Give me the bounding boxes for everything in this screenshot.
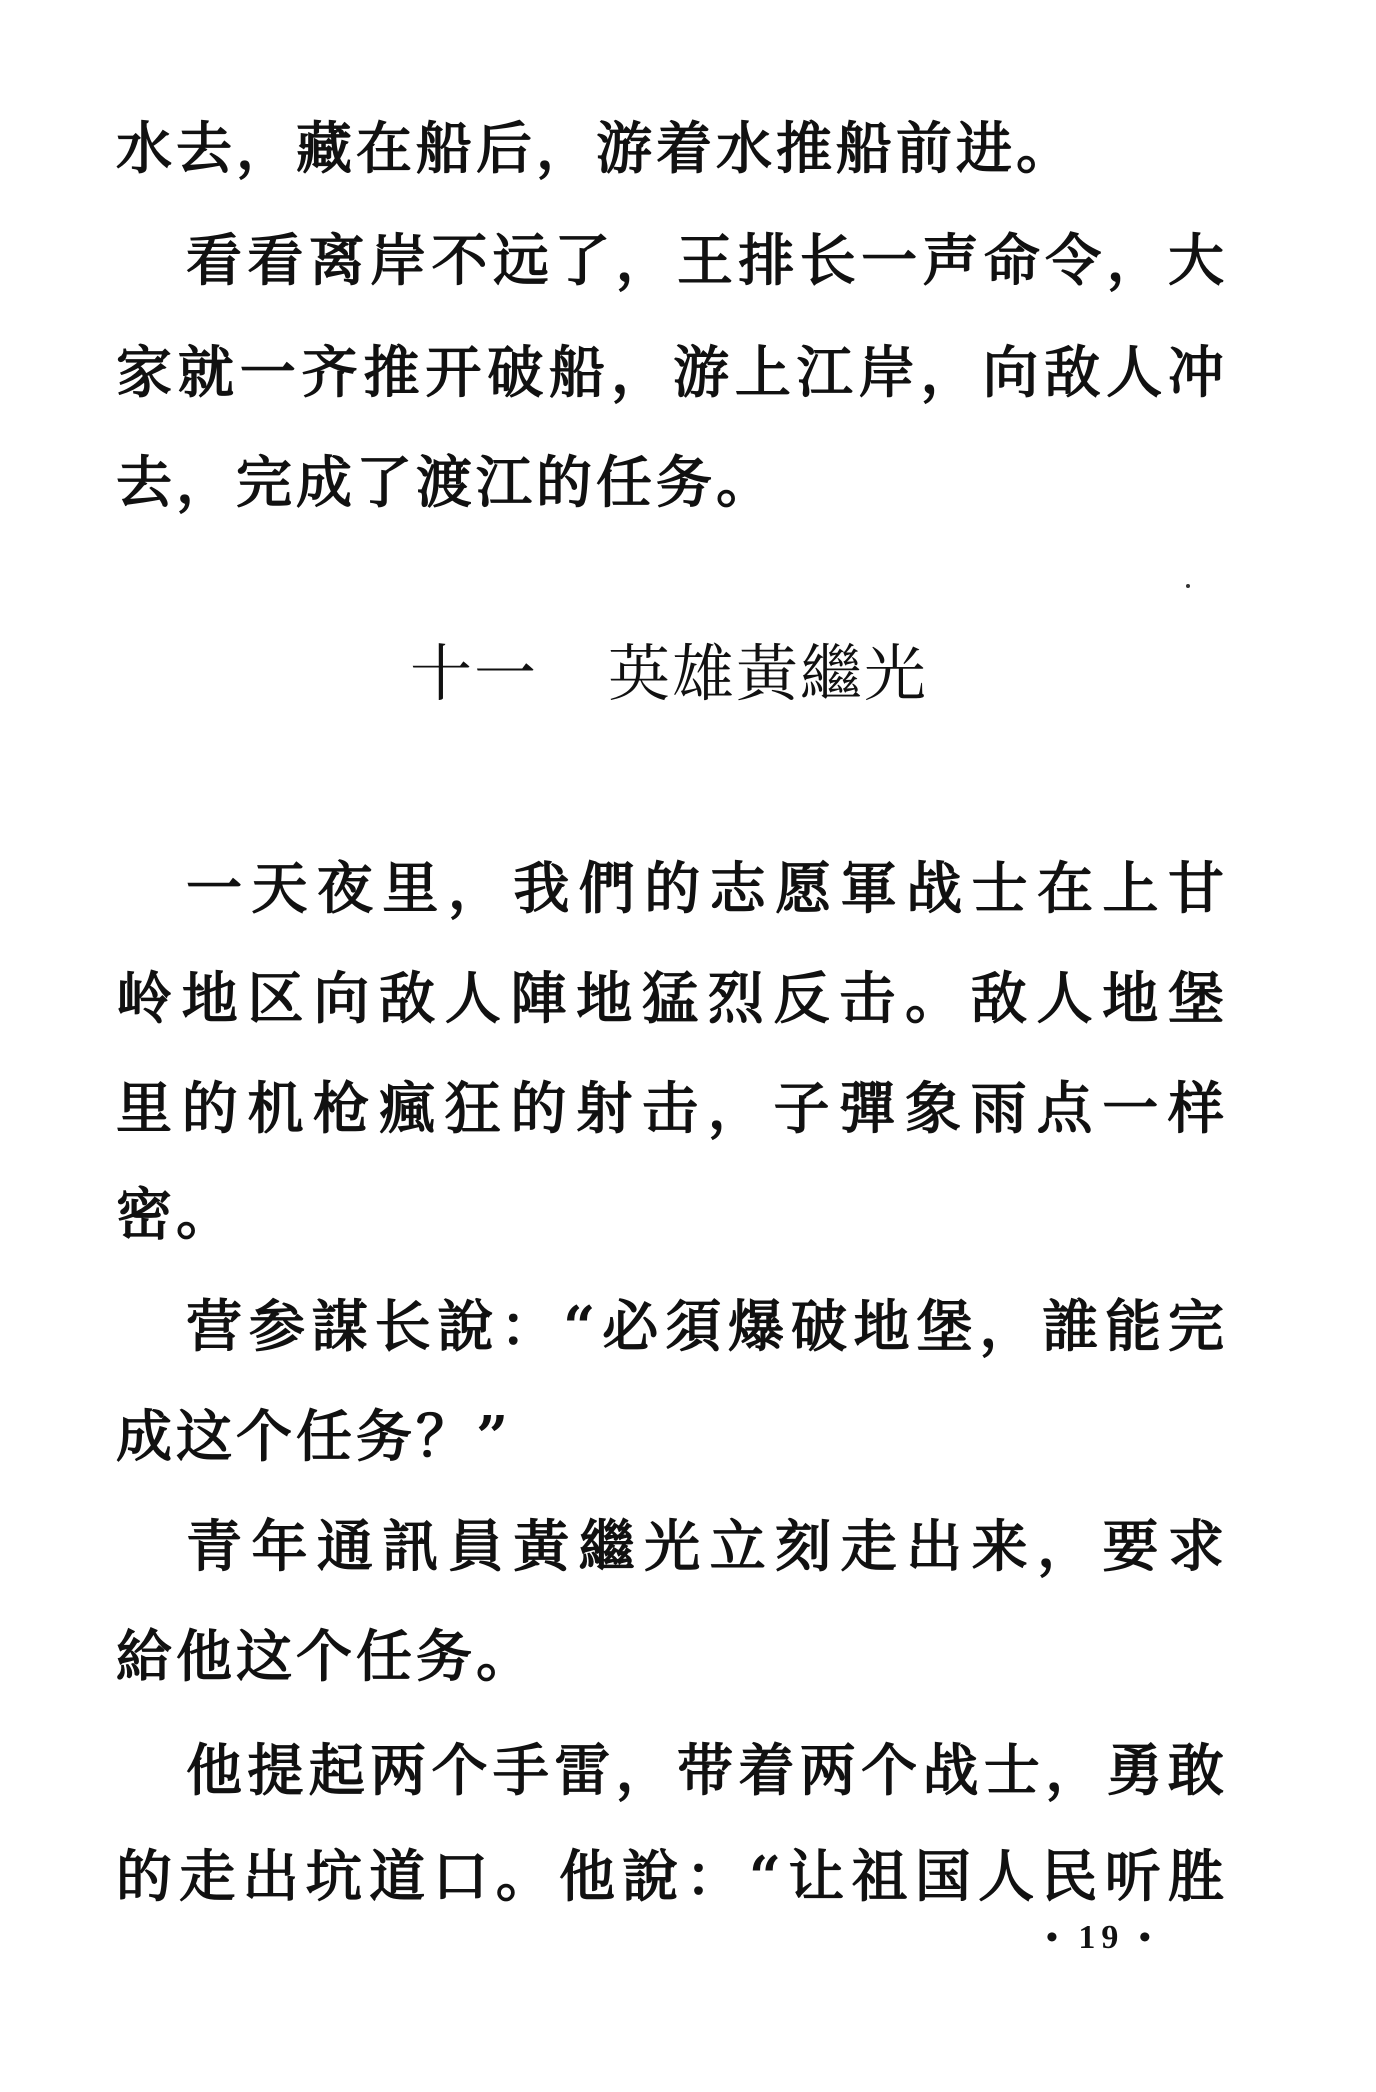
text-line-6: 岭地区向敌人陣地猛烈反击。敌人地堡 xyxy=(116,966,1224,1032)
text-line-2: 看看离岸不远了，王排长一声命令，大 xyxy=(186,228,1224,294)
text-line-5: 一天夜里，我們的志愿軍战士在上甘 xyxy=(186,856,1224,922)
text-line-1: 水去，藏在船后，游着水推船前进。 xyxy=(116,116,1076,182)
text-line-4: 去，完成了渡江的任务。 xyxy=(116,450,776,516)
chapter-title: 英雄黃繼光 xyxy=(608,637,929,710)
text-line-8: 密。 xyxy=(116,1182,236,1248)
text-line-3: 家就一齐推开破船，游上江岸，向敌人冲 xyxy=(116,340,1224,406)
text-line-7: 里的机枪瘋狂的射击，子彈象雨点一样 xyxy=(116,1076,1224,1142)
chapter-number: 十一 xyxy=(410,637,539,710)
text-line-11: 青年通訊員黃繼光立刻走出来，要求 xyxy=(186,1514,1224,1580)
chapter-heading xyxy=(410,636,928,712)
text-line-14: 的走出坑道口。他說：“让祖国人民听胜 xyxy=(116,1844,1224,1910)
text-line-12: 給他这个任务。 xyxy=(116,1624,536,1690)
text-line-13: 他提起两个手雷，带着两个战士，勇敢 xyxy=(186,1738,1224,1804)
text-line-10: 成这个任务？” xyxy=(116,1404,513,1470)
print-speck xyxy=(1186,584,1190,588)
page-number: • 19 • xyxy=(1046,1919,1157,1956)
text-line-9: 营参謀长說：“必須爆破地堡，誰能完 xyxy=(186,1294,1224,1360)
